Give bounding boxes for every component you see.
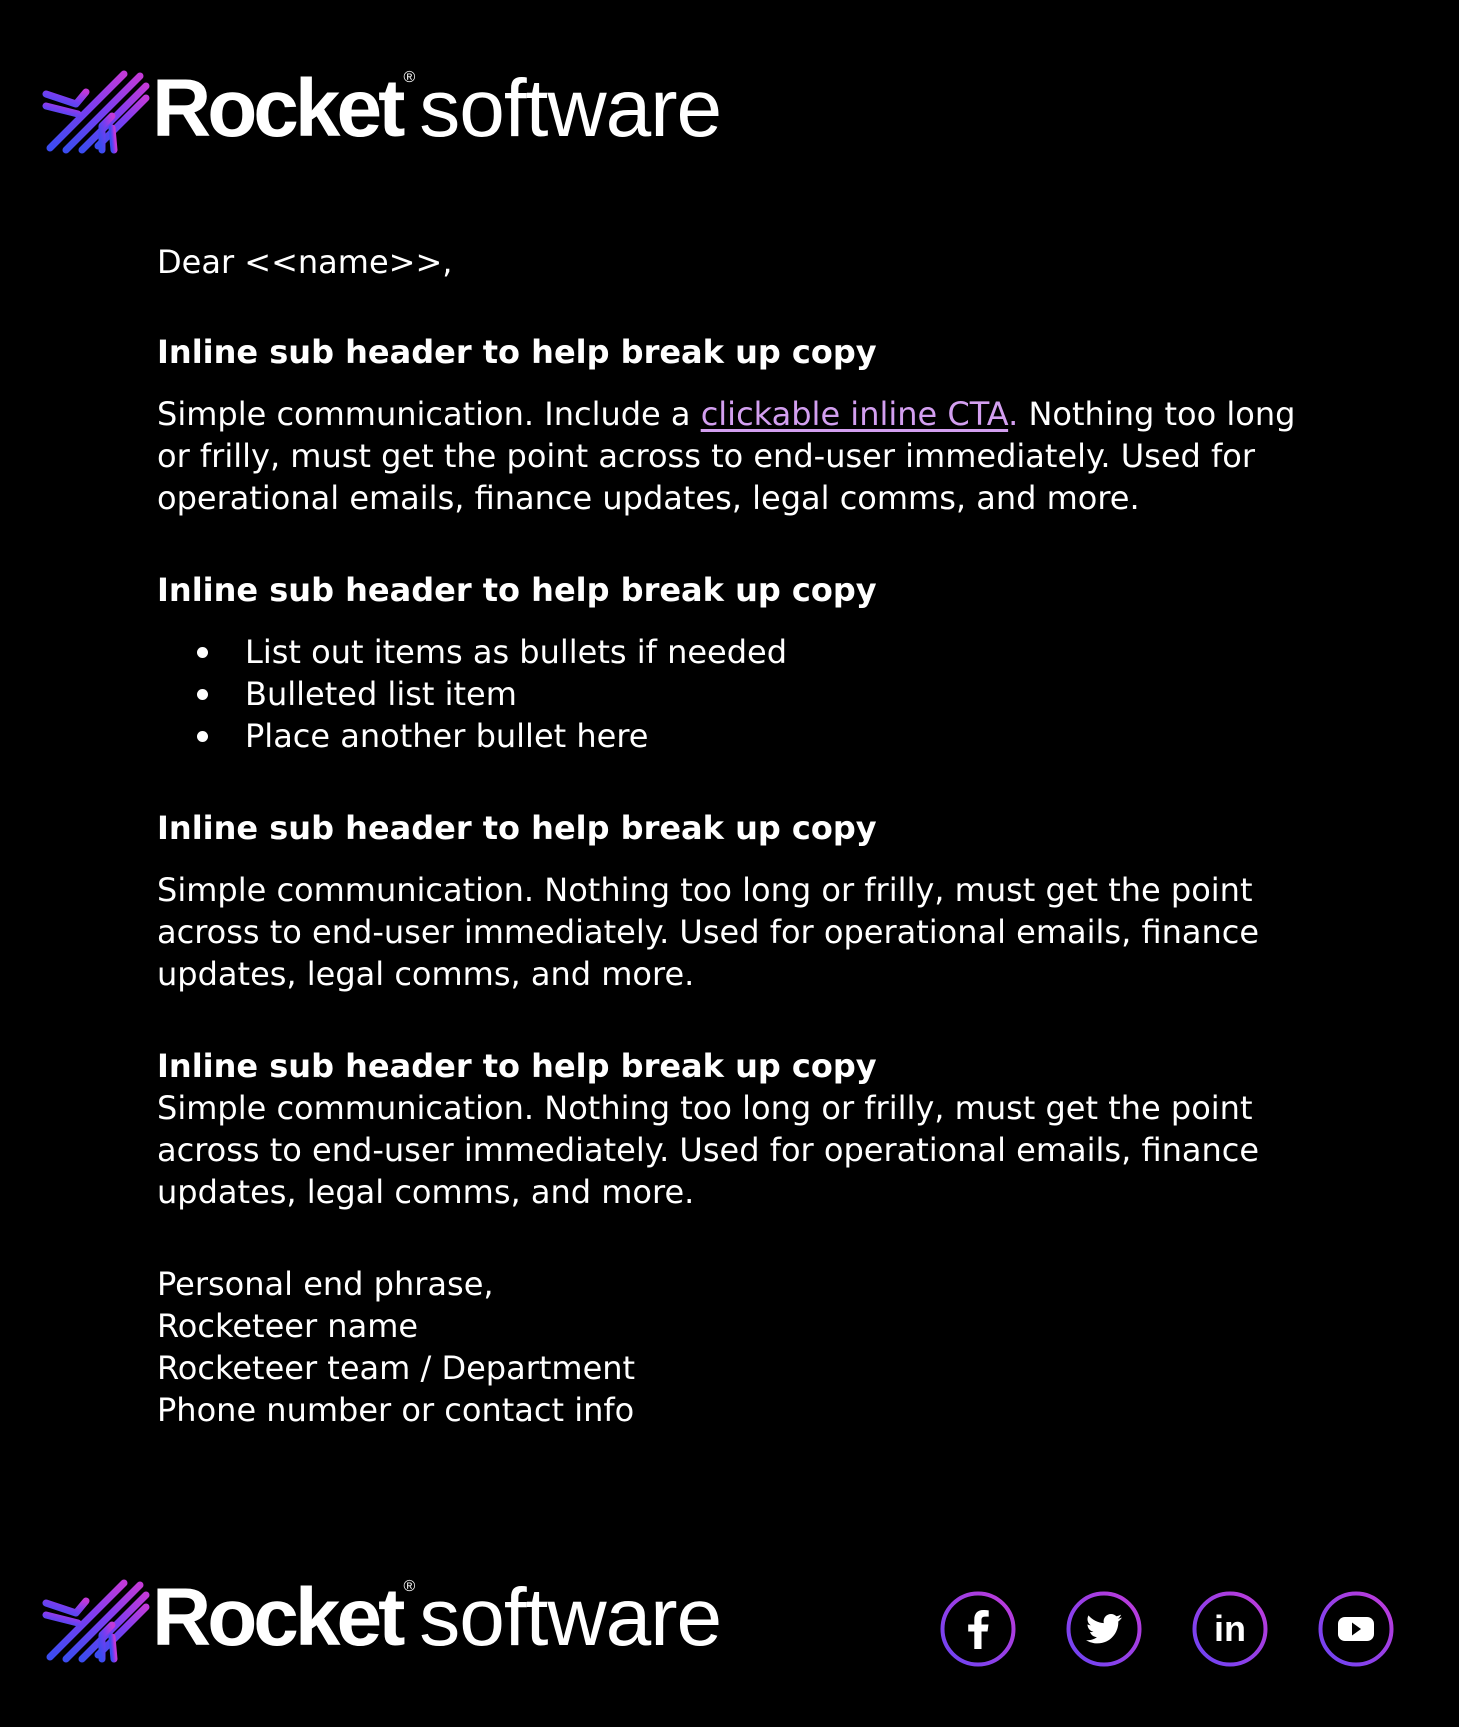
bullet-item: Place another bullet here	[245, 715, 1297, 757]
logo-registered-mark: ®	[403, 1578, 416, 1595]
bullet-item: Bulleted list item	[245, 673, 1297, 715]
logo-software-text: software	[419, 63, 722, 154]
linkedin-label: in	[1214, 1608, 1246, 1649]
bullet-list	[157, 631, 1297, 757]
rocket-logo-icon	[42, 46, 150, 156]
section-4-paragraph: Simple communication. Nothing too long or frilly, must get the point across to end-user immediately. Used for operational emails, finance updates, legal comms, and more.	[157, 1089, 1260, 1211]
facebook-icon	[940, 1591, 1016, 1667]
greeting: Dear <<name>>,	[157, 243, 453, 281]
section-3-paragraph: Simple communication. Nothing too long or frilly, must get the point across to end-user immediately. Used for operational emails, finance updates, legal comms, and more.	[157, 871, 1260, 993]
section-4-header: Inline sub header to help break up copy	[157, 1047, 877, 1085]
facebook-link[interactable]	[940, 1591, 1016, 1667]
section-1-text-before-link: Simple communication. Include a	[157, 395, 701, 433]
inline-cta-link[interactable]: clickable inline CTA	[700, 395, 1009, 433]
linkedin-link[interactable]	[1192, 1591, 1268, 1667]
section-1-text-after-link: Nothing too long or frilly, must get the point across to end-user immediately. Used for operational emails, finance updates, legal comms, and more.	[157, 395, 1296, 517]
signature-name: Rocketeer name	[157, 1307, 419, 1345]
logo-rocket-text: Rocket	[152, 1572, 402, 1663]
inline-cta-period: .	[1008, 395, 1019, 433]
signature	[157, 1263, 1297, 1431]
signature-end-phrase: Personal end phrase,	[157, 1265, 494, 1303]
social-links	[940, 1591, 1394, 1667]
section-1-paragraph	[157, 393, 1297, 519]
section-1-header: Inline sub header to help break up copy	[157, 333, 877, 371]
youtube-icon	[1318, 1591, 1394, 1667]
bullet-item: List out items as bullets if needed	[245, 631, 1297, 673]
footer-logo	[42, 1555, 721, 1665]
section-2-header: Inline sub header to help break up copy	[157, 571, 877, 609]
logo-rocket-text: Rocket	[152, 63, 402, 154]
logo-wordmark	[152, 1572, 722, 1663]
youtube-link[interactable]	[1318, 1591, 1394, 1667]
signature-contact: Phone number or contact info	[157, 1391, 635, 1429]
twitter-link[interactable]	[1066, 1591, 1142, 1667]
logo-software-text: software	[419, 1572, 722, 1663]
header-logo	[42, 46, 721, 156]
section-3-header: Inline sub header to help break up copy	[157, 809, 877, 847]
twitter-icon	[1066, 1591, 1142, 1667]
signature-team: Rocketeer team / Department	[157, 1349, 636, 1387]
rocket-logo-icon	[42, 1555, 150, 1665]
email-body	[157, 241, 1297, 1431]
logo-wordmark	[152, 63, 722, 154]
linkedin-icon	[1192, 1591, 1268, 1667]
logo-registered-mark: ®	[403, 69, 416, 86]
